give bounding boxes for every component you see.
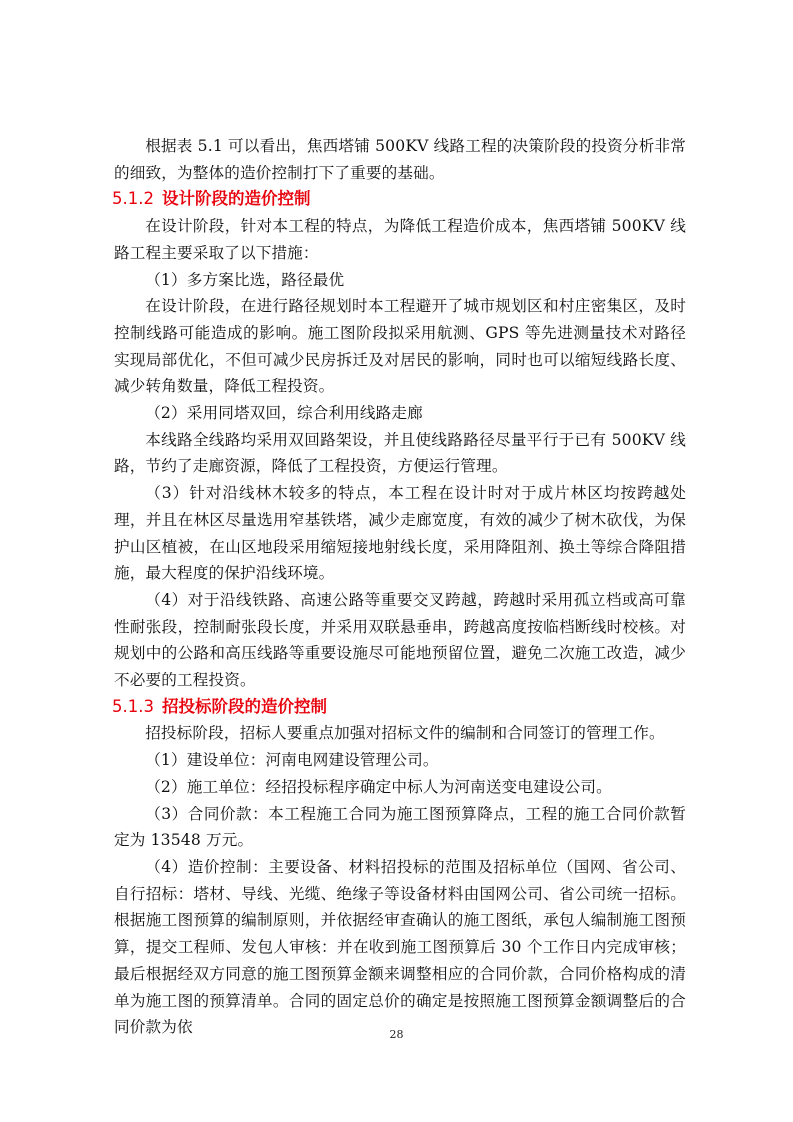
paragraph-10: （1）建设单位：河南电网建设管理公司。 <box>145 751 439 770</box>
section-title: 招投标阶段的造价控制 <box>161 696 327 716</box>
document-body <box>114 133 686 1041</box>
paragraph-13: （4）造价控制：主要设备、材料招投标的范围及招标单位（国网、省公司、自行招标：塔材、导线、光缆、绝缘子等设备材料由国网公司、省公司统一招标。根据施工图预算的编制原则，并依据经审查确认的施工图纸，承包人编制施工图预算，提交工程师、发包人审核：并在收到施工图预算后 30 个工作日内完成审核；最后根据经双方同意的施工图预算金额来调整相应的合同价款，合同价格构成的清单为施工图的预算清单。合同的固定总价的确定是按照施工图预算金额调整后的合同价款为依 <box>114 857 686 1037</box>
paragraph-9: 招投标阶段，招标人要重点加强对招标文件的编制和合同签订的管理工作。 <box>145 724 665 743</box>
paragraph-8: （4）对于沿线铁路、高速公路等重要交叉跨越，跨越时采用孤立档或高可靠性耐张段，控制耐张段长度，并采用双联悬垂串，跨越高度按临档断线时校核。对规划中的公路和高压线路等重要设施尽可能地预留位置，避免二次施工改造，减少不必要的工程投资。 <box>114 590 686 690</box>
paragraph-5: （2）采用同塔双回，综合利用线路走廊 <box>145 404 423 423</box>
page-number: 28 <box>389 1028 404 1041</box>
paragraph-7: （3）针对沿线林木较多的特点，本工程在设计时对于成片林区均按跨越处理，并且在林区尽量选用窄基铁塔，减少走廊宽度，有效的减少了树木砍伐，为保护山区植被，在山区地段采用缩短接地射线长度，采用降阻剂、换土等综合降阻措施，最大程度的保护沿线环境。 <box>114 484 686 583</box>
paragraph-2: 在设计阶段，针对本工程的特点，为降低工程造价成本，焦西塔铺 500KV 线路工程主要采取了以下措施： <box>114 217 686 262</box>
paragraph-6: 本线路全线路均采用双回路架设，并且使线路路径尽量平行于已有 500KV 线路，节约了走廊资源，降低了工程投资，方便运行管理。 <box>114 430 686 476</box>
section-number: 5.1.3 <box>112 696 154 716</box>
paragraph-11: （2）施工单位：经招投标程序确定中标人为河南送变电建设公司。 <box>145 777 612 796</box>
paragraph-4: 在设计阶段，在进行路径规划时本工程避开了城市规划区和村庄密集区，及时控制线路可能造成的影响。施工图阶段拟采用航测、GPS 等先进测量技术对路径实现局部优化，不但可减少民房拆迁及对居民的影响，同时也可以缩短线路长度、减少转角数量，降低工程投资。 <box>114 297 686 396</box>
section-heading-5-1-3 <box>112 694 686 721</box>
section-number: 5.1.2 <box>112 189 154 209</box>
paragraph-1: 根据表 5.1 可以看出，焦西塔铺 500KV 线路工程的决策阶段的投资分析非常的细致，为整体的造价控制打下了重要的基础。 <box>114 137 686 182</box>
section-title: 设计阶段的造价控制 <box>161 189 311 209</box>
section-heading-5-1-2 <box>112 186 686 213</box>
paragraph-12: （3）合同价款：本工程施工合同为施工图预算降点，工程的施工合同价款暂定为 13548 万元。 <box>114 804 686 850</box>
paragraph-3: （1）多方案比选，路径最优 <box>145 270 345 289</box>
